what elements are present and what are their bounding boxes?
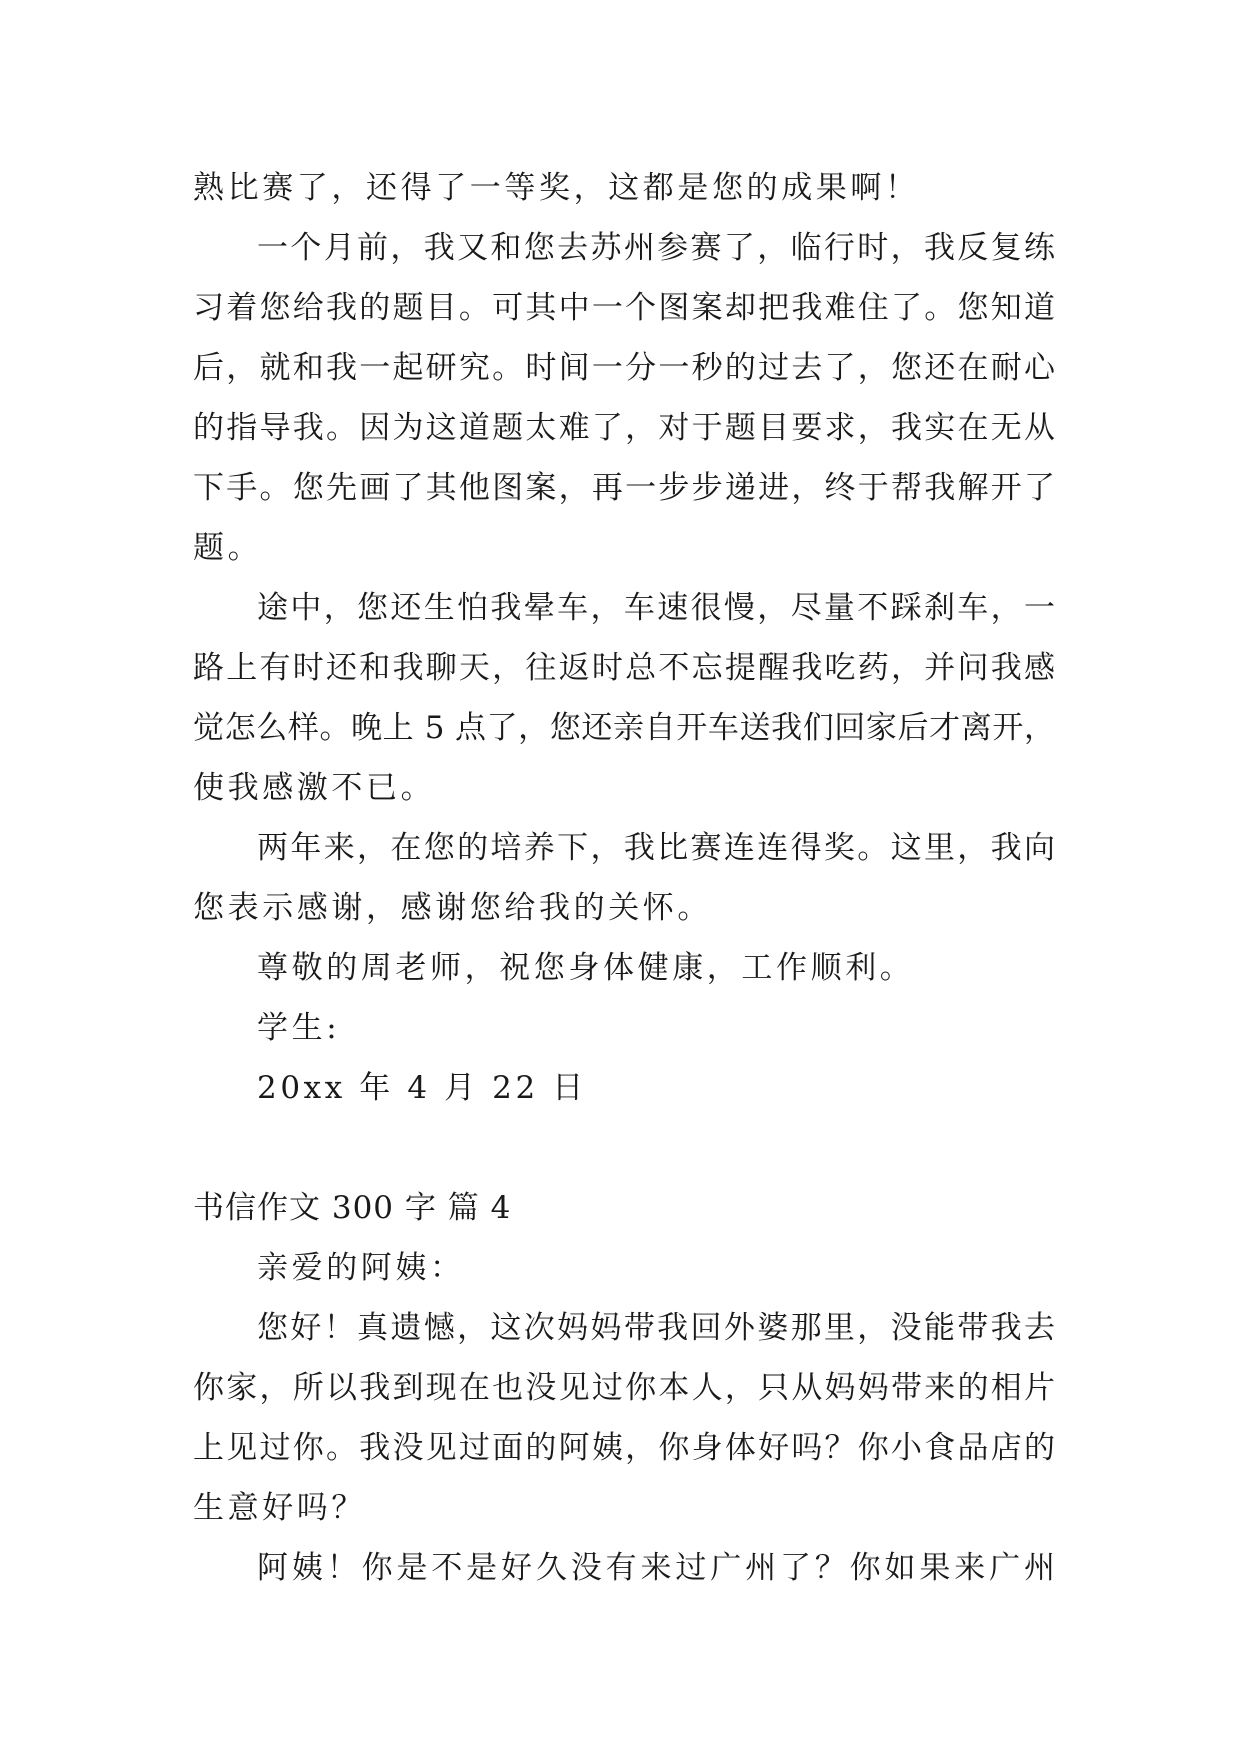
text-line: 熟比赛了，还得了一等奖，这都是您的成果啊！	[193, 170, 920, 206]
text-line: 上见过你。我没见过面的阿姨，你身体好吗？你小食品店的	[193, 1430, 1055, 1466]
text-line: 习着您给我的题目。可其中一个图案却把我难住了。您知道	[193, 290, 1055, 326]
text-line: 一个月前，我又和您去苏州参赛了，临行时，我反复练	[257, 230, 1055, 266]
text-line: 生意好吗？	[193, 1490, 366, 1526]
document-body	[193, 158, 1055, 1598]
text-line: 路上有时还和我聊天，往返时总不忘提醒我吃药，并问我感	[193, 650, 1055, 686]
text-line: 觉怎么样。晚上 5 点了，您还亲自开车送我们回家后才离开，	[193, 710, 1055, 746]
text-line: 后，就和我一起研究。时间一分一秒的过去了，您还在耐心	[193, 350, 1055, 386]
text-line: 两年来，在您的培养下，我比赛连连得奖。这里，我向	[257, 830, 1055, 866]
letter-section-aunt	[193, 1238, 1055, 1598]
text-line: 使我感激不已。	[193, 770, 436, 806]
text-line: 学生:	[257, 1010, 341, 1046]
text-line: 你家，所以我到现在也没见过你本人，只从妈妈带来的相片	[193, 1370, 1055, 1406]
letter-section-previous	[193, 158, 1055, 1118]
text-line: 的指导我。因为这道题太难了，对于题目要求，我实在无从	[193, 410, 1055, 446]
text-line: 您好！真遗憾，这次妈妈带我回外婆那里，没能带我去	[257, 1310, 1055, 1346]
text-line: 亲爱的阿姨：	[257, 1250, 465, 1286]
text-line: 下手。您先画了其他图案，再一步步递进，终于帮我解开了	[193, 470, 1055, 506]
text-line: 您表示感谢，感谢您给我的关怀。	[193, 890, 712, 926]
section-heading: 书信作文 300 字 篇 4	[193, 1190, 512, 1226]
text-line: 途中，您还生怕我晕车，车速很慢，尽量不踩刹车，一	[257, 590, 1055, 626]
text-line: 阿姨！你是不是好久没有来过广州了？你如果来广州	[257, 1550, 1055, 1586]
text-line: 尊敬的周老师，祝您身体健康，工作顺利。	[257, 950, 915, 986]
text-line: 20xx 年 4 月 22 日	[257, 1070, 587, 1106]
text-line: 题。	[193, 530, 263, 566]
